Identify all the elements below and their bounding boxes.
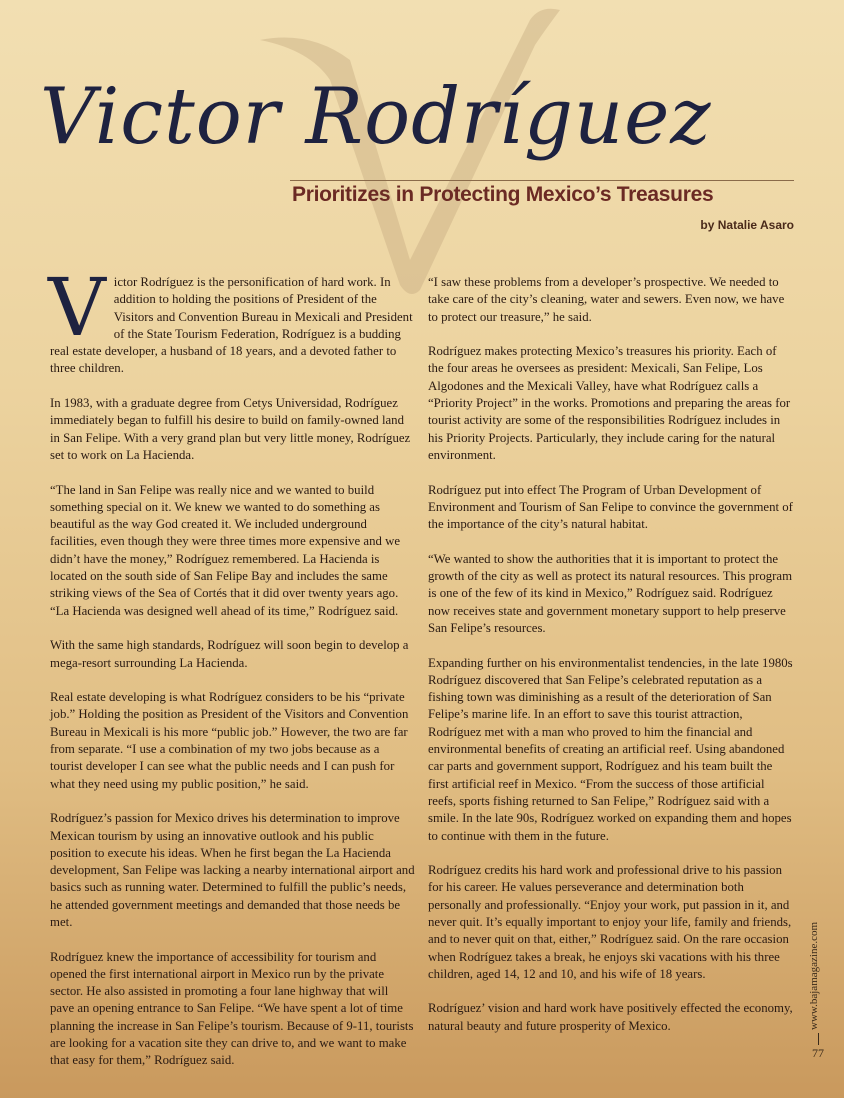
paragraph: Expanding further on his environmentalist tendencies, in the late 1980s Rodríguez discovered that San Felipe’s celebrated reputation as a fishing town was diminishing as a result of the deterioration of San Felipe’s marine life. In an effort to save this tourist attraction, Rodríguez met with a man who proved to him the financial and environmental benefits of creating an artificial reef. Using abandoned car parts and government support, Rodríguez and his team built the first artificial reef in Mexico. “From the success of those artificial reefs, sports fishing returned to San Felipe,” Rodríguez said with a smile. In the late 90s, Rodríguez worked on expanding them and hopes to continue with them in the future. (428, 655, 793, 843)
paragraph: Victor Rodríguez is the personification of hard work. In addition to holding the positions of President of the Visitors and Convention Bureau in Mexicali and President of the State Tourism Federation, Rodríguez is a budding real estate developer, a husband of 18 years, and a devoted father to three children. (48, 261, 413, 376)
paragraph: “The land in San Felipe was really nice and we wanted to build something special on it. We knew we wanted to do something as beautiful as the way God created it. We included underground facilities, even though they were three times more expensive and we didn’t have the money,” Rodríguez remembered. La Hacienda is located on the south side of San Felipe Bay and includes the same striking views of the Sea of Cortés that it did over twenty years ago. “La Hacienda was designed well ahead of its time,” Rodríguez said. (50, 482, 401, 618)
paragraph: Rodríguez’ vision and hard work have positively effected the economy, natural beauty and future prosperity of Mexico. (428, 1001, 793, 1033)
paragraph: “I saw these problems from a developer’s prospective. We needed to take care of the city’s cleaning, water and sewers. Even now, we have to protect our treasure,” he said. (428, 275, 785, 324)
paragraph: In 1983, with a graduate degree from Cetys Universidad, Rodríguez immediately began to fulfill his desire to build on family-owned land in San Felipe. With a very grand plan but very little money, Rodríguez set to work on La Hacienda. (50, 396, 411, 462)
paragraph: Rodríguez put into effect The Program of Urban Development of Environment and Tourism of San Felipe to convince the government of the importance of the city’s natural habitat. (428, 482, 793, 532)
website-url: www.bajamagazine.com (808, 921, 820, 1030)
article-title: Victor Rodríguez (40, 72, 712, 162)
paragraph: Rodríguez knew the importance of accessibility for tourism and opened the first international airport in Mexico run by the private sector. He also assisted in promoting a four lane highway that will pave an opening entrance to San Felipe. “We have spent a lot of time planning the increase in San Felipe’s tourism. Because of 9-11, tourists are looking for a vacation site they can drive to, and we want to make that easy for them,” Rodríguez said. (50, 949, 414, 1068)
page-number: 77 (812, 1046, 824, 1060)
paragraph: Real estate developing is what Rodríguez considers to be his “private job.” Holding the position as President of the Visitors and Convention Bureau in Mexicali is his more “public job.” However, the two are far from separate. “I use a combination of my two jobs because as a tourist developer I can see what the public needs and I can push for what they need using my public position,” he said. (50, 690, 409, 791)
article-column-left (48, 261, 415, 1087)
article-subtitle: Prioritizes in Protecting Mexico’s Treasures (292, 183, 714, 206)
paragraph: Rodríguez’s passion for Mexico drives his determination to improve Mexican tourism by using an innovative outlook and his public position to execute his ideas. When he first began the La Hacienda development, San Felipe was lacking a nearby international airport and basics such as running water. Determined to fulfill the public’s needs, he attended government meetings and demanded that those needs be met. (50, 811, 415, 929)
paragraph: With the same high standards, Rodríguez will soon begin to develop a mega-resort surrounding La Hacienda. (50, 638, 409, 670)
paragraph: “We wanted to show the authorities that it is important to protect the growth of the city as well as protect its natural resources. This program is one of the few of its kind in Mexico,” Rodríguez said. Rodríguez now receives state and government monetary support to help preserve San Felipe’s resources. (428, 551, 793, 635)
drop-cap: V (48, 261, 106, 354)
paragraph: Rodríguez credits his hard work and professional drive to his passion for his career. He values perseverance and determination both personally and professionally. “Enjoy your work, put passion in it, and never quit. It’s equally important to enjoy your life, family and friends, and to never quit on that, either,” Rodríguez said. On the rare occasion when Rodríguez takes a break, he enjoys ski vacations with his three children, aged 14, 12 and 10, and his wife of 18 years. (428, 863, 792, 981)
article-column-right (428, 274, 793, 1052)
byline: by Natalie Asaro (700, 218, 794, 232)
title-divider (290, 180, 794, 181)
paragraph: Rodríguez makes protecting Mexico’s treasures his priority. Each of the four areas he oversees as president: Mexicali, San Felipe, Los Algodones and the Mexicali Valley, have what Rodríguez calls a “Priority Project” in the works. Promotions and preparing the areas for tourist activity are some of the responsibilities Rodríguez includes in his Priority Projects. Particularly, they include caring for the natural environment. (428, 344, 791, 462)
footer-divider (818, 1033, 819, 1045)
